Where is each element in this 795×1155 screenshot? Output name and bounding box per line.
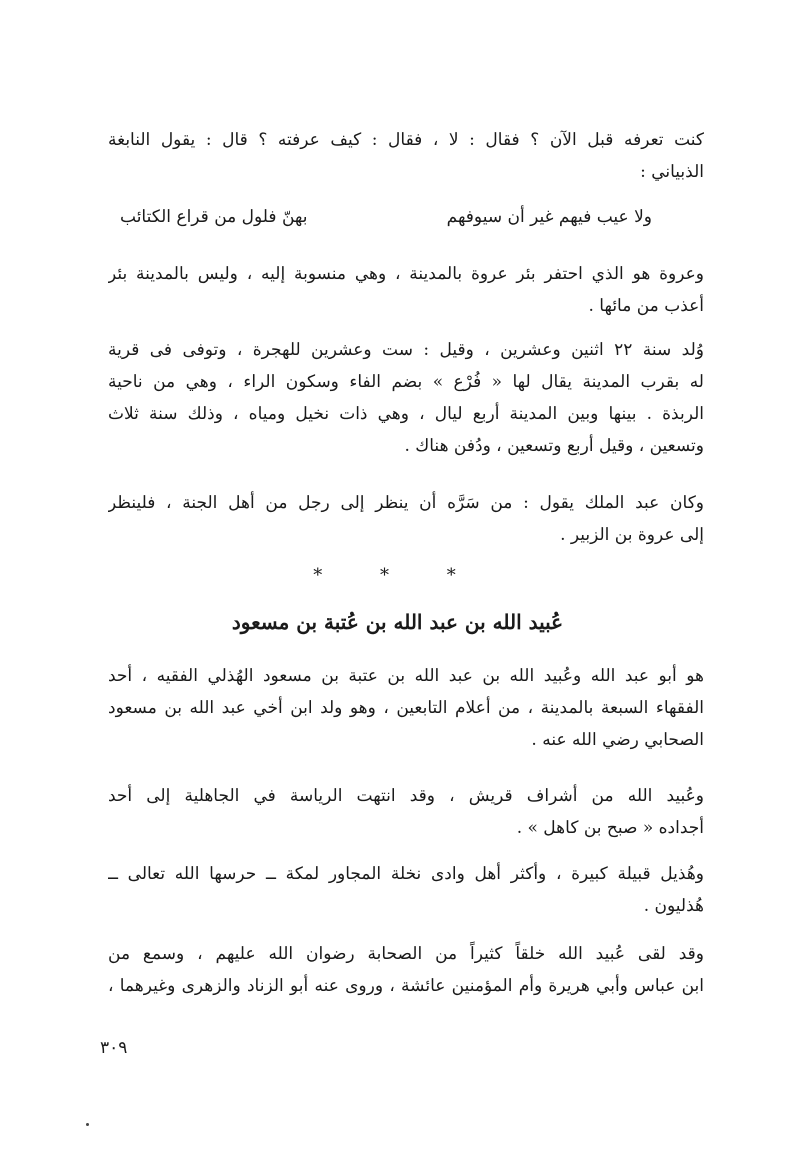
text-line: وهُذيل قبيلة كبيرة ، وأكثر أهل وادى نخلة المجاور لمكة ــ حرسها الله تعالى ــ (108, 864, 704, 884)
text-line: أعذب من مائها . (588, 296, 704, 316)
verse-first-hemistich: ولا عيب فيهم غير أن سيوفهم (446, 207, 652, 227)
paragraph-birth-death (108, 334, 704, 462)
page-number: ٣٠٩ (100, 1038, 128, 1058)
text-line: إلى عروة بن الزبير . (560, 525, 704, 545)
text-line: أجداده « صبح بن كاهل » . (516, 818, 704, 838)
text-line: كنت تعرفه قبل الآن ؟ فقال : لا ، فقال : كيف عرفته ؟ قال : يقول النابغة (108, 130, 704, 150)
text-line: الذبياني : (640, 162, 704, 182)
paragraph-quraysh-nobility (108, 780, 704, 844)
text-line: ابن عباس وأبي هريرة وأم المؤمنين عائشة ، وروى عنه أبو الزناد والزهرى وغيرهما ، (108, 976, 704, 996)
text-line: وعروة هو الذي احتفر بئر عروة بالمدينة ، وهي منسوبة إليه ، وليس بالمدينة بئر (108, 264, 704, 284)
text-line: الصحابي رضي الله عنه . (531, 730, 704, 750)
text-line: الفقهاء السبعة بالمدينة ، من أعلام التابعين ، وهو ولد ابن أخي عبد الله بن مسعود (108, 698, 704, 718)
text-line: له بقرب المدينة يقال لها « فُرْع » بضم الفاء وسكون الراء ، وهي من ناحية (108, 372, 704, 392)
text-line: الربذة . بينها وبين المدينة أربع ليال ، وهي ذات نخيل ومياه ، وذلك سنة ثلاث (108, 404, 704, 424)
text-line: هُذليون . (643, 896, 704, 916)
poetry-verse (120, 200, 700, 234)
paragraph-well-of-urwa (108, 258, 704, 322)
paragraph-companions-narration (108, 938, 704, 1002)
paragraph-hudhayl-tribe (108, 858, 704, 922)
text-line: هو أبو عبد الله وعُبيد الله بن عبد الله بن عتبة بن مسعود الهُذلي الفقيه ، أحد (108, 666, 704, 686)
text-line: وكان عبد الملك يقول : من سَرَّه أن ينظر إلى رجل من أهل الجنة ، فلينظر (108, 493, 704, 513)
text-line: وعُبيد الله من أشراف قريش ، وقد انتهت الرياسة في الجاهلية إلى أحد (108, 786, 704, 806)
text-line: وتسعين ، وقيل أربع وتسعين ، ودُفن هناك . (404, 436, 704, 456)
scan-speck (86, 1123, 89, 1126)
paragraph-intro-quote (108, 124, 704, 188)
text-line: وقد لقى عُبيد الله خلقاً كثيراً من الصحابة رضوان الله عليهم ، وسمع من (108, 944, 704, 964)
section-separator: * * * (313, 565, 482, 586)
section-heading: عُبيد الله بن عبد الله بن عُتبة بن مسعود (231, 610, 564, 634)
verse-second-hemistich: بهنّ فلول من قراع الكتائب (120, 207, 308, 227)
text-line: وُلد سنة ٢٢ اثنين وعشرين ، وقيل : ست وعشرين للهجرة ، وتوفى فى قرية (108, 340, 704, 360)
paragraph-abd-al-malik-saying (108, 487, 704, 551)
paragraph-ubaydullah-intro (108, 660, 704, 756)
